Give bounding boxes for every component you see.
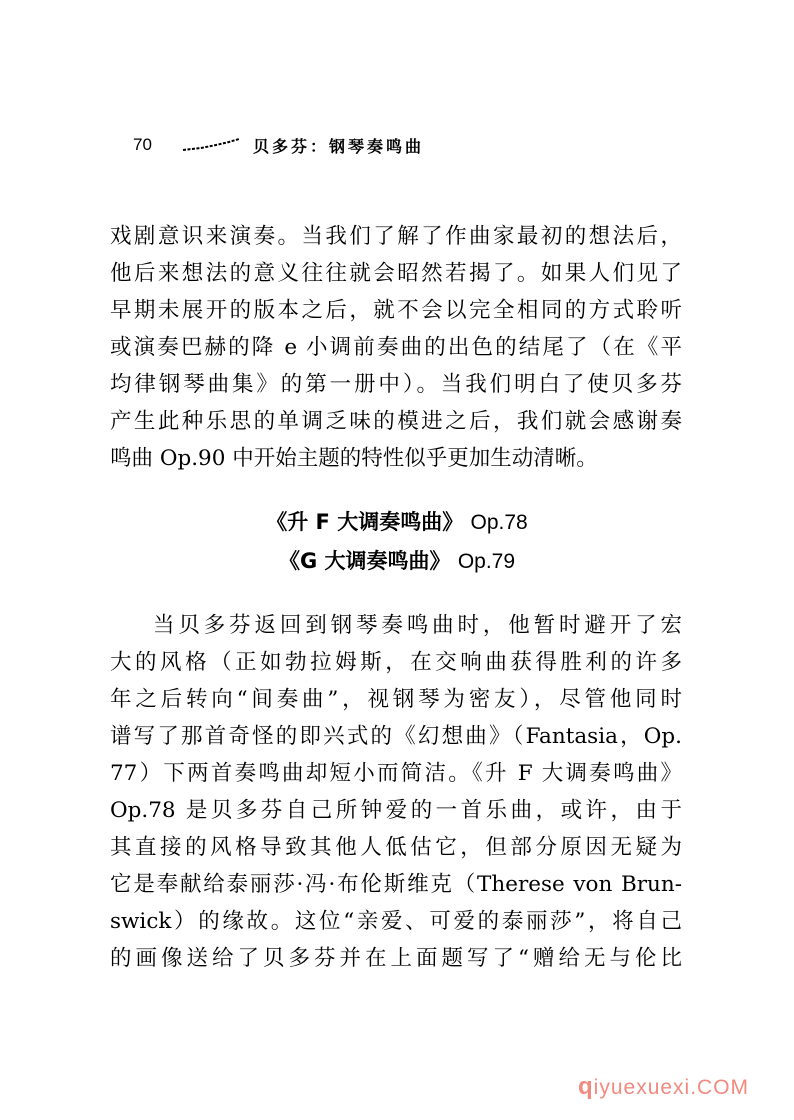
text-line: 他后来想法的意义往往就会昭然若揭了。如果人们见了 xyxy=(110,261,682,286)
site-watermark xyxy=(578,1073,749,1101)
heading-opus: Op.78 xyxy=(470,511,528,534)
paragraph-1 xyxy=(110,218,682,477)
ornament-flourish-icon xyxy=(181,138,241,152)
page-header xyxy=(133,130,424,160)
section-heading-op79 xyxy=(0,542,794,581)
watermark-logo-q: q xyxy=(578,1073,594,1100)
text-line: 的画像送给了贝多芬并在上面题写了“赠给无与伦比 xyxy=(110,946,682,971)
text-line: 它是奉献给泰丽莎·冯·布伦斯维克（Therese von Brun- xyxy=(110,872,682,897)
text-line: Op.78 是贝多芬自己所钟爱的一首乐曲，或许，由于 xyxy=(110,798,682,823)
heading-title: 《升 F 大调奏鸣曲》 xyxy=(266,510,464,534)
page-number: 70 xyxy=(133,135,152,154)
section-headings xyxy=(0,503,794,581)
section-heading-op78 xyxy=(0,503,794,542)
text-line: 其直接的风格导致其他人低估它，但部分原因无疑为 xyxy=(110,835,682,860)
text-line: 戏剧意识来演奏。当我们了解了作曲家最初的想法后， xyxy=(110,224,682,249)
text-line: 谱写了那首奇怪的即兴式的《幻想曲》（Fantasia，Op. xyxy=(110,724,682,749)
text-line: 鸣曲 Op.90 中开始主题的特性似乎更加生动清晰。 xyxy=(110,446,598,471)
text-line: 或演奏巴赫的降 e 小调前奏曲的出色的结尾了（在《平 xyxy=(110,335,682,360)
text-line: 77）下两首奏鸣曲却短小而简洁。《升 F 大调奏鸣曲》 xyxy=(110,761,682,786)
text-line: 均律钢琴曲集》的第一册中）。当我们明白了使贝多芬 xyxy=(110,372,682,397)
paragraph-2 xyxy=(110,607,682,977)
text-line: 早期未展开的版本之后，就不会以完全相同的方式聆听 xyxy=(110,298,682,323)
watermark-text: iyuexuexi.COM xyxy=(593,1076,750,1099)
text-line: 年之后转向“间奏曲”，视钢琴为密友），尽管他同时 xyxy=(110,687,682,712)
heading-title: 《G 大调奏鸣曲》 xyxy=(278,549,451,573)
text-line: 大的风格（正如勃拉姆斯，在交响曲获得胜利的许多 xyxy=(110,650,682,675)
text-line: swick）的缘故。这位“亲爱、可爱的泰丽莎”，将自己 xyxy=(110,909,682,934)
running-title: 贝多芬：钢琴奏鸣曲 xyxy=(253,136,425,156)
text-line: 产生此种乐思的单调乏味的模进之后，我们就会感谢奏 xyxy=(110,409,682,434)
heading-opus: Op.79 xyxy=(457,550,516,573)
text-line: 当贝多芬返回到钢琴奏鸣曲时，他暂时避开了宏 xyxy=(153,613,682,638)
